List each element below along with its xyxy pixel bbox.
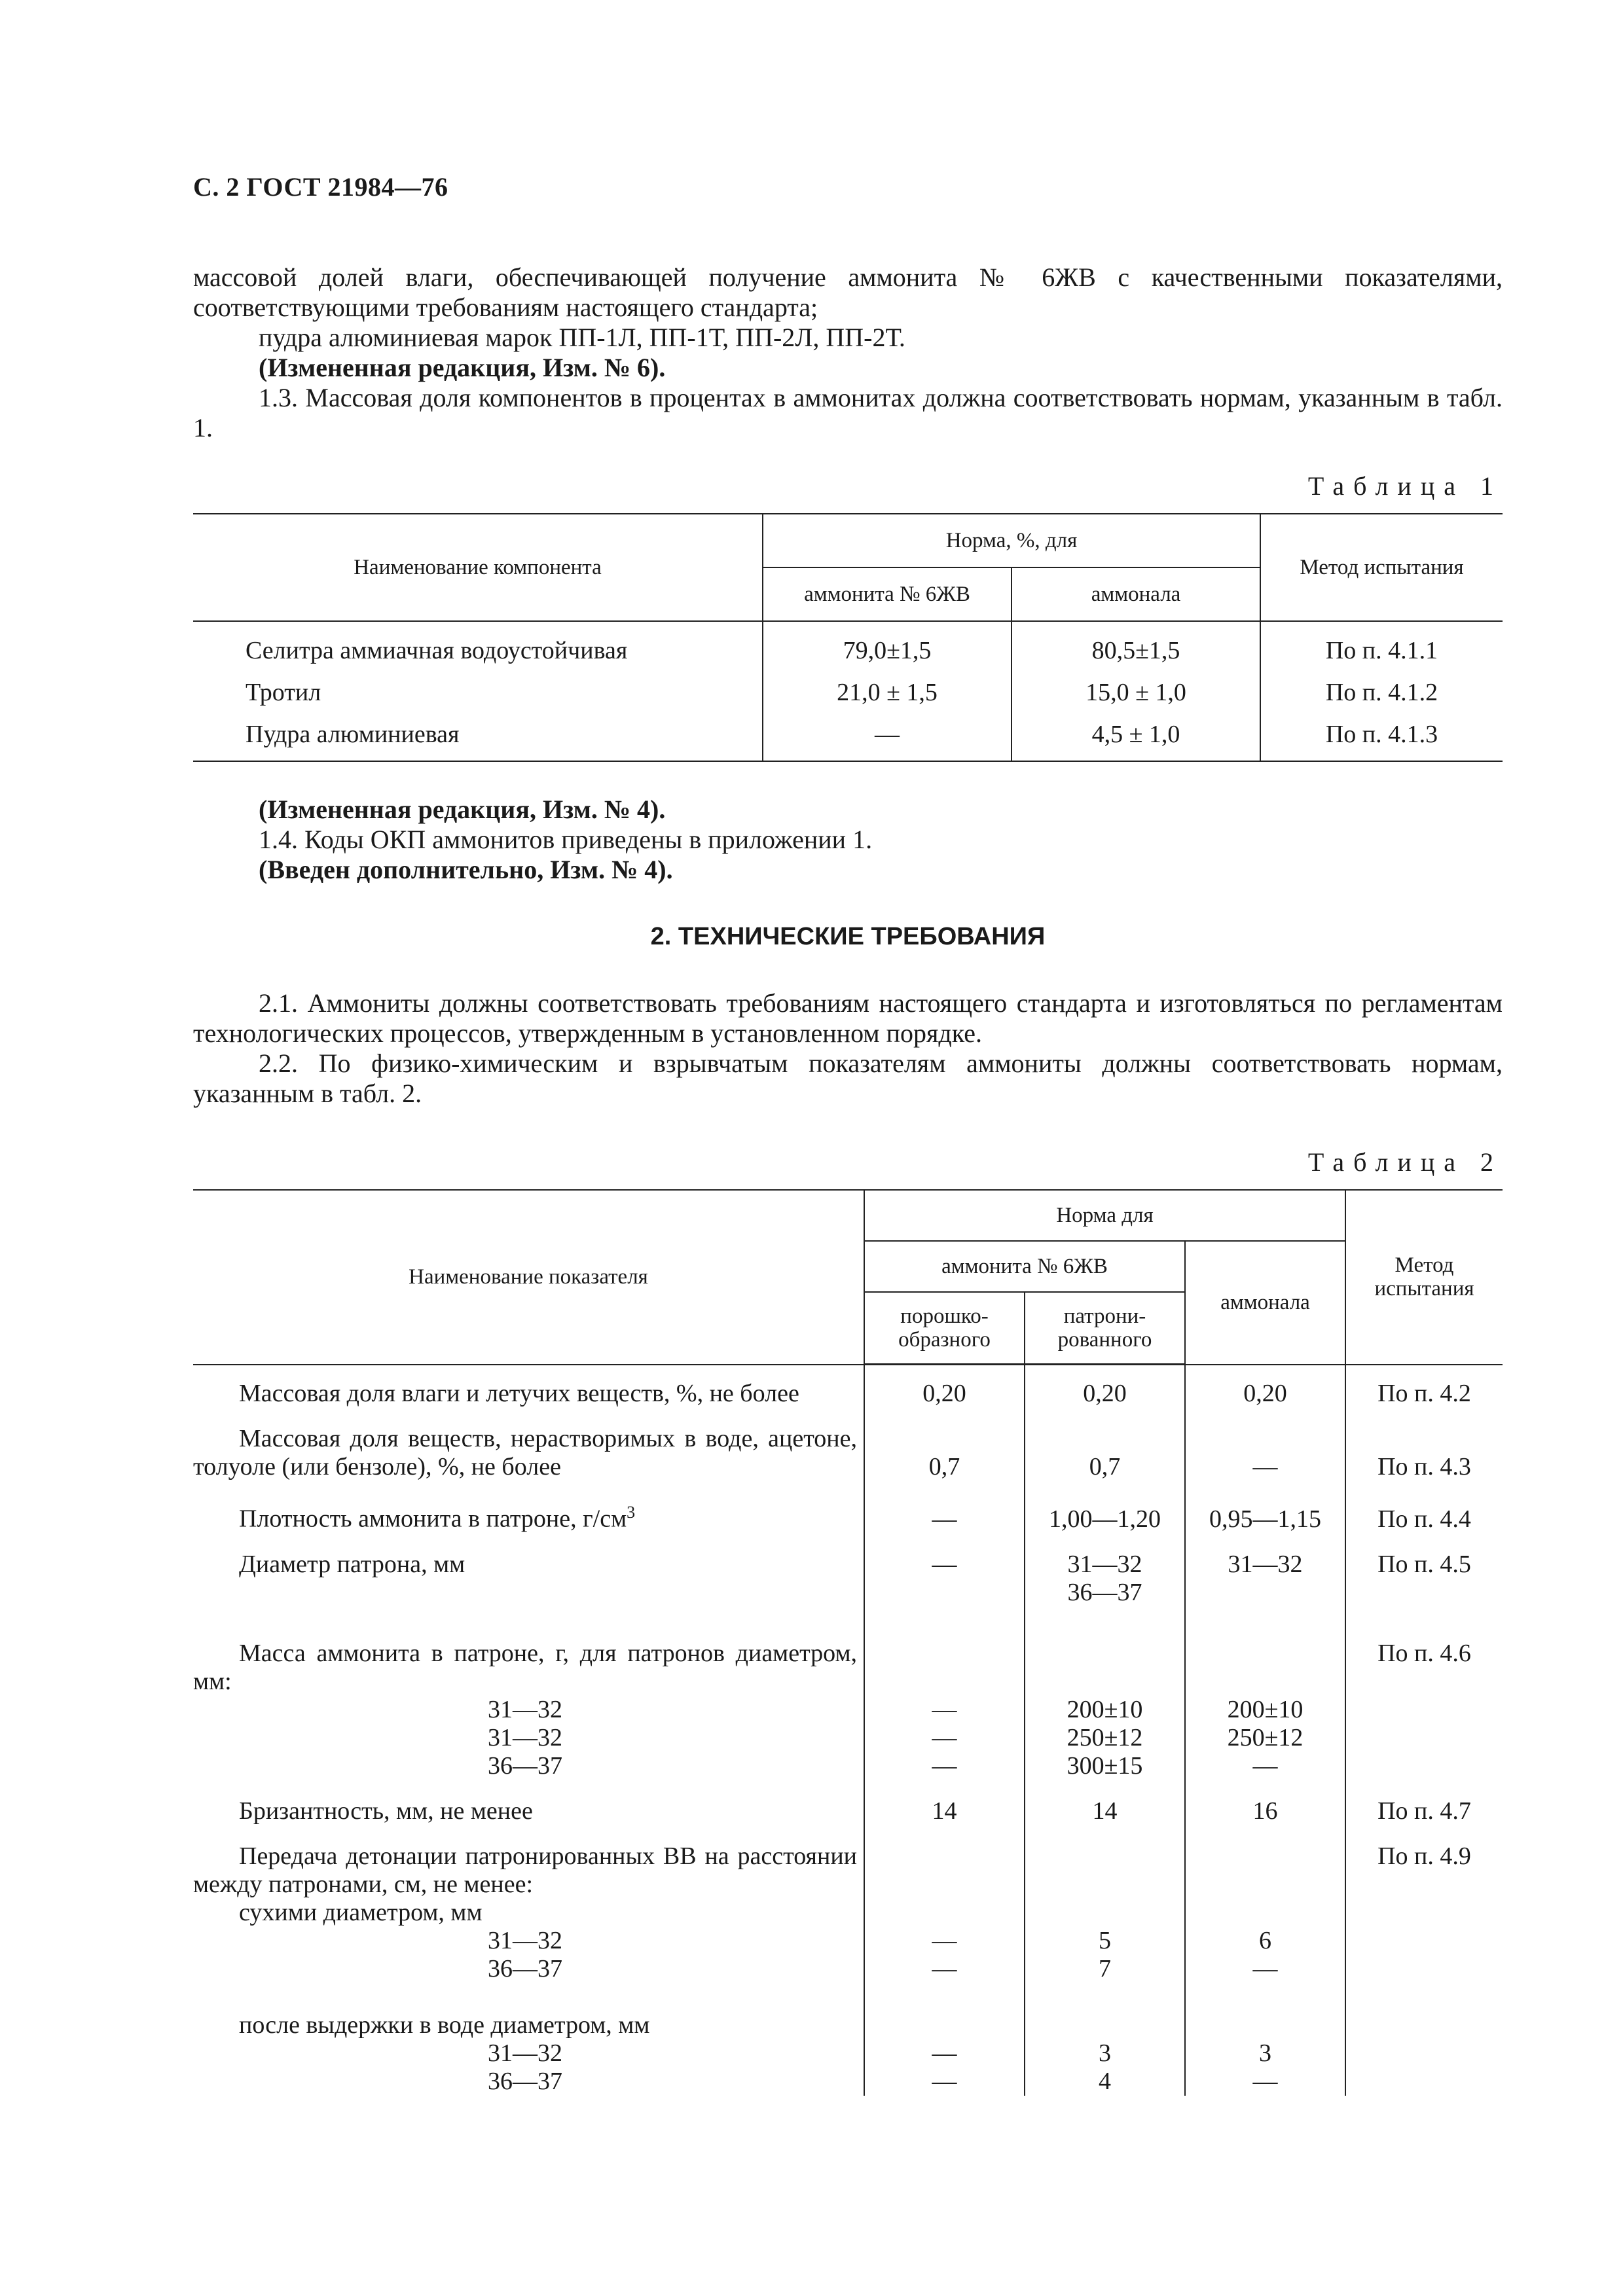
t2-cell-cartridge: [1025, 1551, 1185, 1624]
t2-header-norm: Норма для: [864, 1190, 1345, 1241]
t2-cell-cartridge: 0,7: [1025, 1425, 1185, 1498]
table-2: [193, 1189, 1503, 2096]
t2-cell-name: Диаметр патрона, мм: [193, 1551, 864, 1624]
page-header: С. 2 ГОСТ 21984—76: [193, 172, 448, 202]
value-line: —: [932, 2067, 957, 2095]
t2-cell-ammonal: 16: [1185, 1797, 1345, 1842]
t2-header-name: Наименование показателя: [193, 1190, 864, 1365]
clause-1-3: 1.3. Массовая доля компонентов в процентах в аммонитах должна соответствовать нормам, указанным в табл. 1.: [193, 383, 1503, 442]
t2-cell-ammonal: [1185, 1842, 1345, 2096]
value-line: 3: [1099, 2039, 1111, 2067]
t2-cell-cartridge: 0,20: [1025, 1365, 1185, 1426]
t1-cell-v2: 15,0 ± 1,0: [1012, 672, 1260, 713]
t1-header-name: Наименование компонента: [193, 514, 763, 621]
clause-1-4: 1.4. Коды ОКП аммонитов приведены в приложении 1.: [259, 825, 873, 854]
table-row: [193, 1797, 1503, 1842]
value-line: —: [932, 1695, 957, 1723]
table-row: [193, 1365, 1503, 1426]
t2-cell-method: По п. 4.6: [1377, 1639, 1471, 1667]
table-row: [193, 621, 1503, 672]
table-row: [193, 672, 1503, 713]
t1-cell-v1: 21,0 ± 1,5: [763, 672, 1012, 713]
t2-cell-name: [193, 1624, 864, 1797]
t2-cell-powder: [864, 1842, 1025, 2096]
table-row: [193, 713, 1503, 761]
t2-cell-method: По п. 4.4: [1377, 1505, 1471, 1533]
t1-header-ammonal: аммонала: [1012, 567, 1260, 621]
t1-cell-v1: —: [763, 713, 1012, 761]
value-line: 36—37: [1067, 1578, 1142, 1606]
value-line: —: [932, 1926, 957, 1954]
t2-cell-name: Бризантность, мм, не менее: [193, 1797, 864, 1842]
t2-cell-name: [193, 1842, 864, 2096]
t2-cell-powder: 0,7: [864, 1425, 1025, 1498]
t2-cell-cartridge: [1025, 1624, 1185, 1797]
t2-cell-method: По п. 4.2: [1377, 1380, 1471, 1407]
value-line: 250±12: [1067, 1723, 1143, 1751]
t1-cell-name: Пудра алюминиевая: [193, 713, 763, 761]
table-row: [193, 1498, 1503, 1551]
t2-cell-cartridge: [1025, 1842, 1185, 2096]
t2-header-method: Метод испытания: [1345, 1190, 1503, 1365]
value-line: 4: [1099, 2067, 1111, 2095]
t1-cell-v2: 4,5 ± 1,0: [1012, 713, 1260, 761]
t2-cell-name: [193, 1498, 864, 1551]
diameter-line: 31—32: [488, 2039, 562, 2067]
amendment-note-6: (Измененная редакция, Изм. № 6).: [259, 353, 666, 382]
t2-cell-method: По п. 4.7: [1377, 1797, 1471, 1825]
diameter-line: 31—32: [488, 1926, 562, 1954]
t1-header-method: Метод испытания: [1260, 514, 1503, 621]
dry-label: сухими диаметром, мм: [239, 1898, 483, 1926]
value-line: —: [932, 1723, 957, 1751]
value-line: 200±10: [1067, 1695, 1143, 1723]
table1-caption: Таблица 1: [1307, 471, 1503, 501]
value-line: —: [1252, 1954, 1278, 1982]
table-1: [193, 513, 1503, 762]
t2-header-cartridge: патрони-рованного: [1025, 1292, 1185, 1365]
value-line: 300±15: [1067, 1751, 1143, 1780]
wet-label: после выдержки в воде диаметром, мм: [239, 2011, 650, 2039]
t2-cell-powder: [864, 1624, 1025, 1797]
table-row: [193, 1842, 1503, 2096]
clause-2-1: 2.1. Аммониты должны соответствовать требованиям настоящего стандарта и изготовляться по регламентам технологических процессов, утвержденным в установленном порядке.: [193, 988, 1503, 1048]
t1-header-norm: Норма, %, для: [763, 514, 1260, 567]
superscript-3: 3: [627, 1503, 636, 1522]
t2-cell-cartridge: 14: [1025, 1797, 1185, 1842]
t2-cell-powder: 0,20: [864, 1365, 1025, 1426]
t1-cell-v1: 79,0±1,5: [763, 621, 1012, 672]
value-line: 6: [1259, 1926, 1271, 1954]
t2-cell-method: По п. 4.9: [1377, 1842, 1471, 1870]
section-2-title: 2. ТЕХНИЧЕСКИЕ ТРЕБОВАНИЯ: [650, 923, 1046, 950]
t1-cell-name: Тротил: [193, 672, 763, 713]
introduced-note-4: (Введен дополнительно, Изм. № 4).: [259, 855, 673, 884]
value-line: —: [1252, 1751, 1278, 1780]
value-line: 250±12: [1227, 1723, 1304, 1751]
value-line: —: [932, 1954, 957, 1982]
t2-cell-ammonal: 31—32: [1185, 1551, 1345, 1624]
table-row: [193, 1425, 1503, 1498]
t2-cell-ammonal: 0,95—1,15: [1185, 1498, 1345, 1551]
t1-cell-method: По п. 4.1.3: [1325, 721, 1438, 748]
document-page: [193, 171, 1503, 2096]
t1-header-ammonite: аммонита № 6ЖВ: [763, 567, 1012, 621]
detonation-label: Передача детонации патронированных ВВ на расстоянии между патронами, см, не менее:: [193, 1842, 857, 1898]
value-line: —: [932, 2039, 957, 2067]
diameter-line: 31—32: [488, 1695, 562, 1723]
diameter-line: 36—37: [488, 1751, 562, 1780]
diameter-line: 36—37: [488, 1954, 562, 1982]
value-line: 7: [1099, 1954, 1111, 1982]
t2-cell-ammonal: —: [1185, 1425, 1345, 1498]
t1-cell-method: По п. 4.1.2: [1325, 679, 1438, 706]
value-line: 31—32: [1067, 1550, 1142, 1578]
t2-header-ammonite: аммонита № 6ЖВ: [864, 1241, 1185, 1292]
t2-cell-name: Массовая доля веществ, нерастворимых в воде, ацетоне, толуоле (или бензоле), %, не более: [193, 1425, 864, 1498]
table-row: [193, 1551, 1503, 1624]
diameter-line: 36—37: [488, 2067, 562, 2095]
value-line: 3: [1259, 2039, 1271, 2067]
intro-paragraph-2: пудра алюминиевая марок ПП-1Л, ПП-1Т, ПП-2Л, ПП-2Т.: [259, 323, 905, 352]
t1-cell-name: Селитра аммиачная водоустойчивая: [193, 621, 763, 672]
t2-cell-powder: 14: [864, 1797, 1025, 1842]
value-line: —: [1252, 2067, 1278, 2095]
value-line: 5: [1099, 1926, 1111, 1954]
t2-header-ammonal: аммонала: [1185, 1241, 1345, 1365]
t2-cell-method: По п. 4.3: [1377, 1453, 1471, 1480]
clause-2-2: 2.2. По физико-химическим и взрывчатым показателям аммониты должны соответствовать нормам, указанным в табл. 2.: [193, 1049, 1503, 1108]
diameter-line: 31—32: [488, 1723, 562, 1751]
t2-cell-cartridge: 1,00—1,20: [1025, 1498, 1185, 1551]
value-line: —: [932, 1751, 957, 1780]
t1-cell-v2: 80,5±1,5: [1012, 621, 1260, 672]
value-line: 200±10: [1227, 1695, 1304, 1723]
t2-cell-ammonal: 0,20: [1185, 1365, 1345, 1426]
mass-label: Масса аммонита в патроне, г, для патронов диаметром, мм:: [193, 1639, 857, 1695]
t1-cell-method: По п. 4.1.1: [1325, 637, 1438, 664]
amendment-note-4: (Измененная редакция, Изм. № 4).: [259, 795, 666, 824]
density-label: Плотность аммонита в патроне, г/см: [239, 1505, 627, 1533]
t2-cell-powder: —: [864, 1551, 1025, 1624]
t2-cell-name: Массовая доля влаги и летучих веществ, %, не более: [193, 1365, 864, 1426]
t2-header-powder: порошко-образного: [864, 1292, 1025, 1365]
t2-cell-ammonal: [1185, 1624, 1345, 1797]
intro-paragraph-1: массовой долей влаги, обеспечивающей получение аммонита № 6ЖВ с качественными показателями, соответствующими требованиям настоящего стандарта;: [193, 262, 1503, 322]
t2-cell-powder: —: [864, 1498, 1025, 1551]
t2-cell-method: По п. 4.5: [1377, 1550, 1471, 1578]
table-row: [193, 1624, 1503, 1797]
table2-caption: Таблица 2: [1307, 1147, 1503, 1177]
